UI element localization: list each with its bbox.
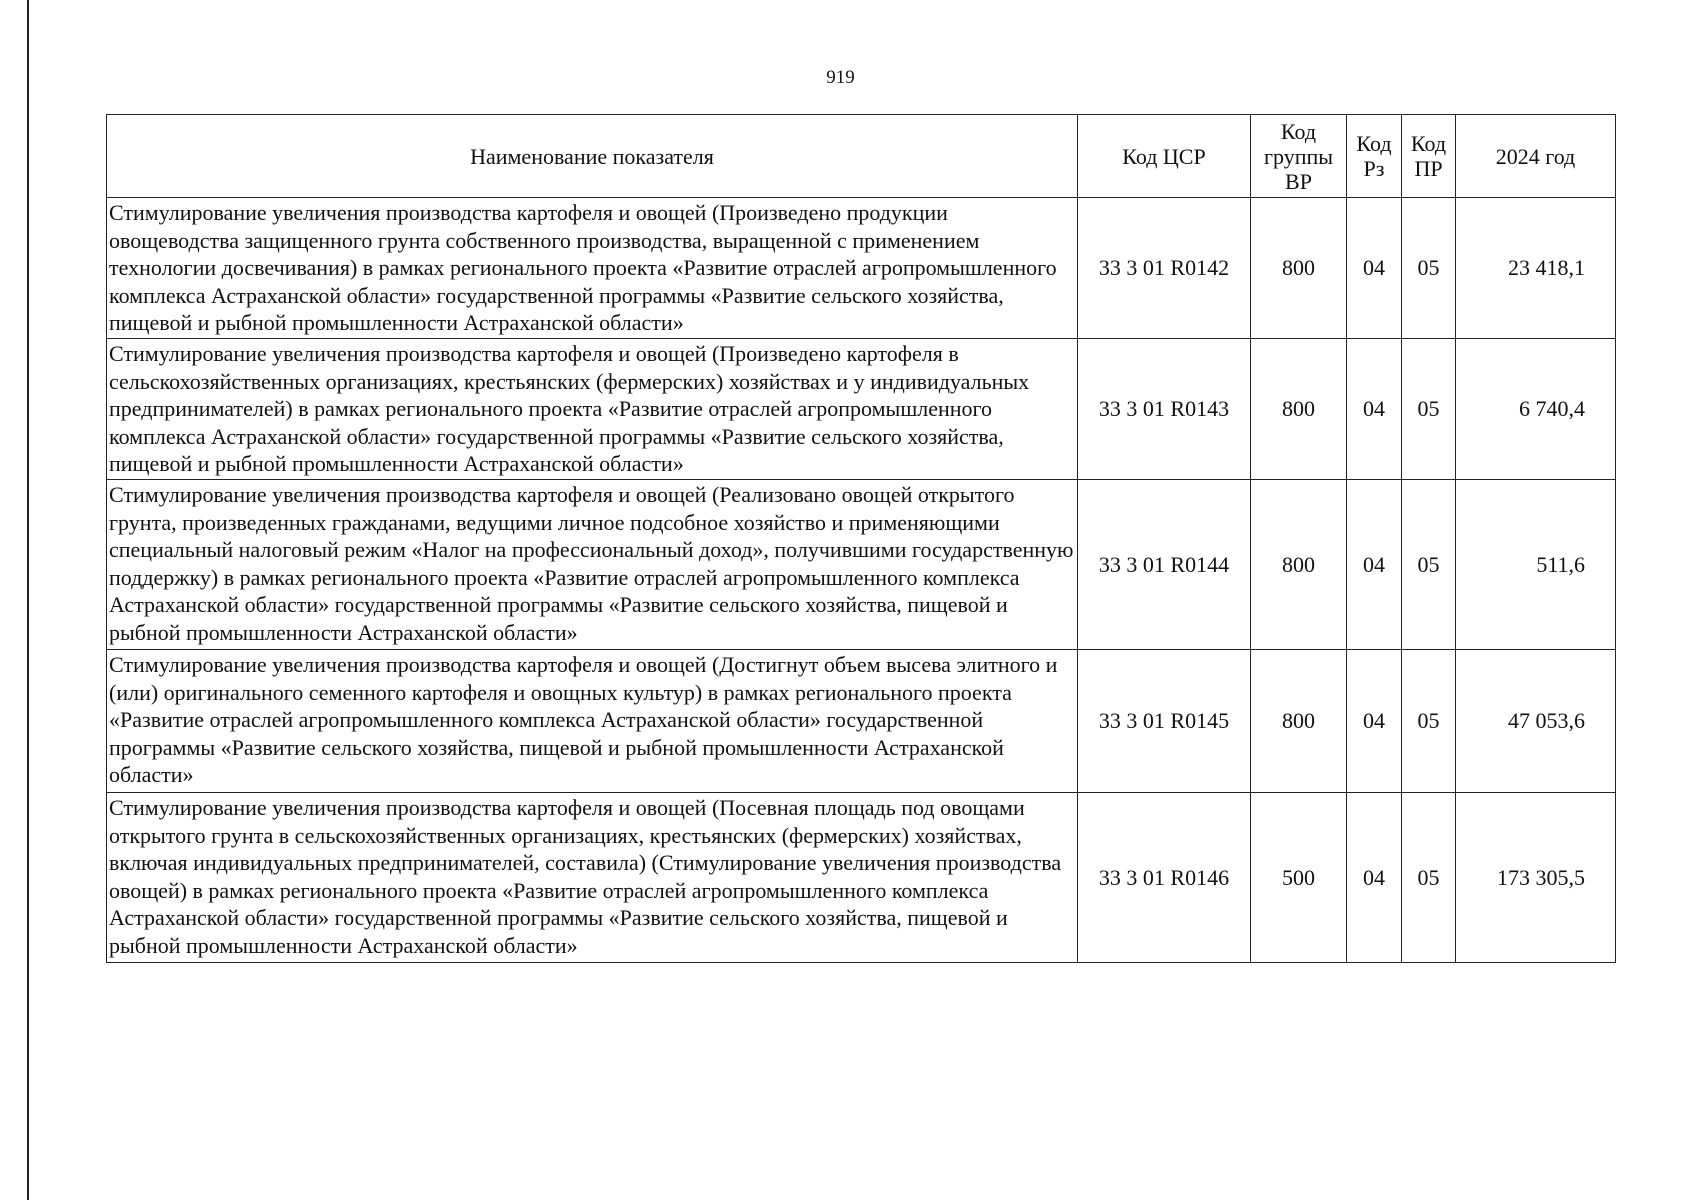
row-pr-cell: 05 [1402, 339, 1456, 480]
row-rz-cell: 04 [1347, 198, 1402, 339]
row-name-cell: Стимулирование увеличения производства картофеля и овощей (Достигнут объем высева элитного и (или) оригинального семенного картофеля и овощных культур) в рамках регионального проекта «Развитие отраслей агропромышленного комплекса Астраханской области» государственной программы «Развитие сельского хозяйства, пищевой и рыбной промышленности Астраханской области» [107, 650, 1078, 793]
row-vr-cell: 500 [1251, 793, 1347, 963]
header-rz: Код Рз [1347, 115, 1402, 198]
row-vr-cell: 800 [1251, 650, 1347, 793]
row-pr-cell: 05 [1402, 650, 1456, 793]
header-pr: Код ПР [1402, 115, 1456, 198]
row-rz-cell: 04 [1347, 480, 1402, 650]
row-csr-cell: 33 3 01 R0144 [1078, 480, 1251, 650]
row-rz-cell: 04 [1347, 339, 1402, 480]
table-header [107, 115, 1616, 198]
row-rz-cell: 04 [1347, 650, 1402, 793]
row-year-cell: 23 418,1 [1456, 198, 1616, 339]
table-row [107, 650, 1616, 793]
header-csr: Код ЦСР [1078, 115, 1251, 198]
row-rz-cell: 04 [1347, 793, 1402, 963]
row-pr-cell: 05 [1402, 480, 1456, 650]
row-vr-cell: 800 [1251, 480, 1347, 650]
budget-table [106, 114, 1616, 963]
row-pr-cell: 05 [1402, 793, 1456, 963]
row-csr-cell: 33 3 01 R0146 [1078, 793, 1251, 963]
row-name-cell: Стимулирование увеличения производства картофеля и овощей (Произведено картофеля в сельскохозяйственных организациях, крестьянских (фермерских) хозяйствах и у индивидуальных предпринимателей) в рамках регионального проекта «Развитие отраслей агропромышленного комплекса Астраханской области» государственной программы «Развитие сельского хозяйства, пищевой и рыбной промышленности Астраханской области» [107, 339, 1078, 480]
row-year-cell: 173 305,5 [1456, 793, 1616, 963]
row-year-cell: 511,6 [1456, 480, 1616, 650]
table-row [107, 339, 1616, 480]
header-row [107, 115, 1616, 198]
row-csr-cell: 33 3 01 R0143 [1078, 339, 1251, 480]
table-body [107, 198, 1616, 963]
page-number [0, 67, 1697, 89]
row-year-cell: 6 740,4 [1456, 339, 1616, 480]
row-vr-cell: 800 [1251, 339, 1347, 480]
header-year: 2024 год [1456, 115, 1616, 198]
table-row [107, 793, 1616, 963]
page-number-text: 919 [826, 67, 855, 88]
row-csr-cell: 33 3 01 R0142 [1078, 198, 1251, 339]
row-name-cell: Стимулирование увеличения производства картофеля и овощей (Посевная площадь под овощами открытого грунта в сельскохозяйственных организациях, крестьянских (фермерских) хозяйствах, включая индивидуальных предпринимателей, составила) (Стимулирование увеличения производства овощей) в рамках регионального проекта «Развитие отраслей агропромышленного комплекса Астраханской области» государственной программы «Развитие сельского хозяйства, пищевой и рыбной промышленности Астраханской области» [107, 793, 1078, 963]
row-year-cell: 47 053,6 [1456, 650, 1616, 793]
row-pr-cell: 05 [1402, 198, 1456, 339]
row-name-cell: Стимулирование увеличения производства картофеля и овощей (Произведено продукции овощеводства защищенного грунта собственного производства, выращенной с применением технологии досвечивания) в рамках регионального проекта «Развитие отраслей агропромышленного комплекса Астраханской области» государственной программы «Развитие сельского хозяйства, пищевой и рыбной промышленности Астраханской области» [107, 198, 1078, 339]
row-vr-cell: 800 [1251, 198, 1347, 339]
table-row [107, 198, 1616, 339]
row-csr-cell: 33 3 01 R0145 [1078, 650, 1251, 793]
table-row [107, 480, 1616, 650]
row-name-cell: Стимулирование увеличения производства картофеля и овощей (Реализовано овощей открытого грунта, произведенных гражданами, ведущими личное подсобное хозяйство и применяющими специальный налоговый режим «Налог на профессиональный доход», получившими государственную поддержку) в рамках регионального проекта «Развитие отраслей агропромышленного комплекса Астраханской области» государственной программы «Развитие сельского хозяйства, пищевой и рыбной промышленности Астраханской области» [107, 480, 1078, 650]
header-name: Наименование показателя [107, 115, 1078, 198]
binding-margin-line [27, 0, 29, 1200]
header-vr: Код группы ВР [1251, 115, 1347, 198]
